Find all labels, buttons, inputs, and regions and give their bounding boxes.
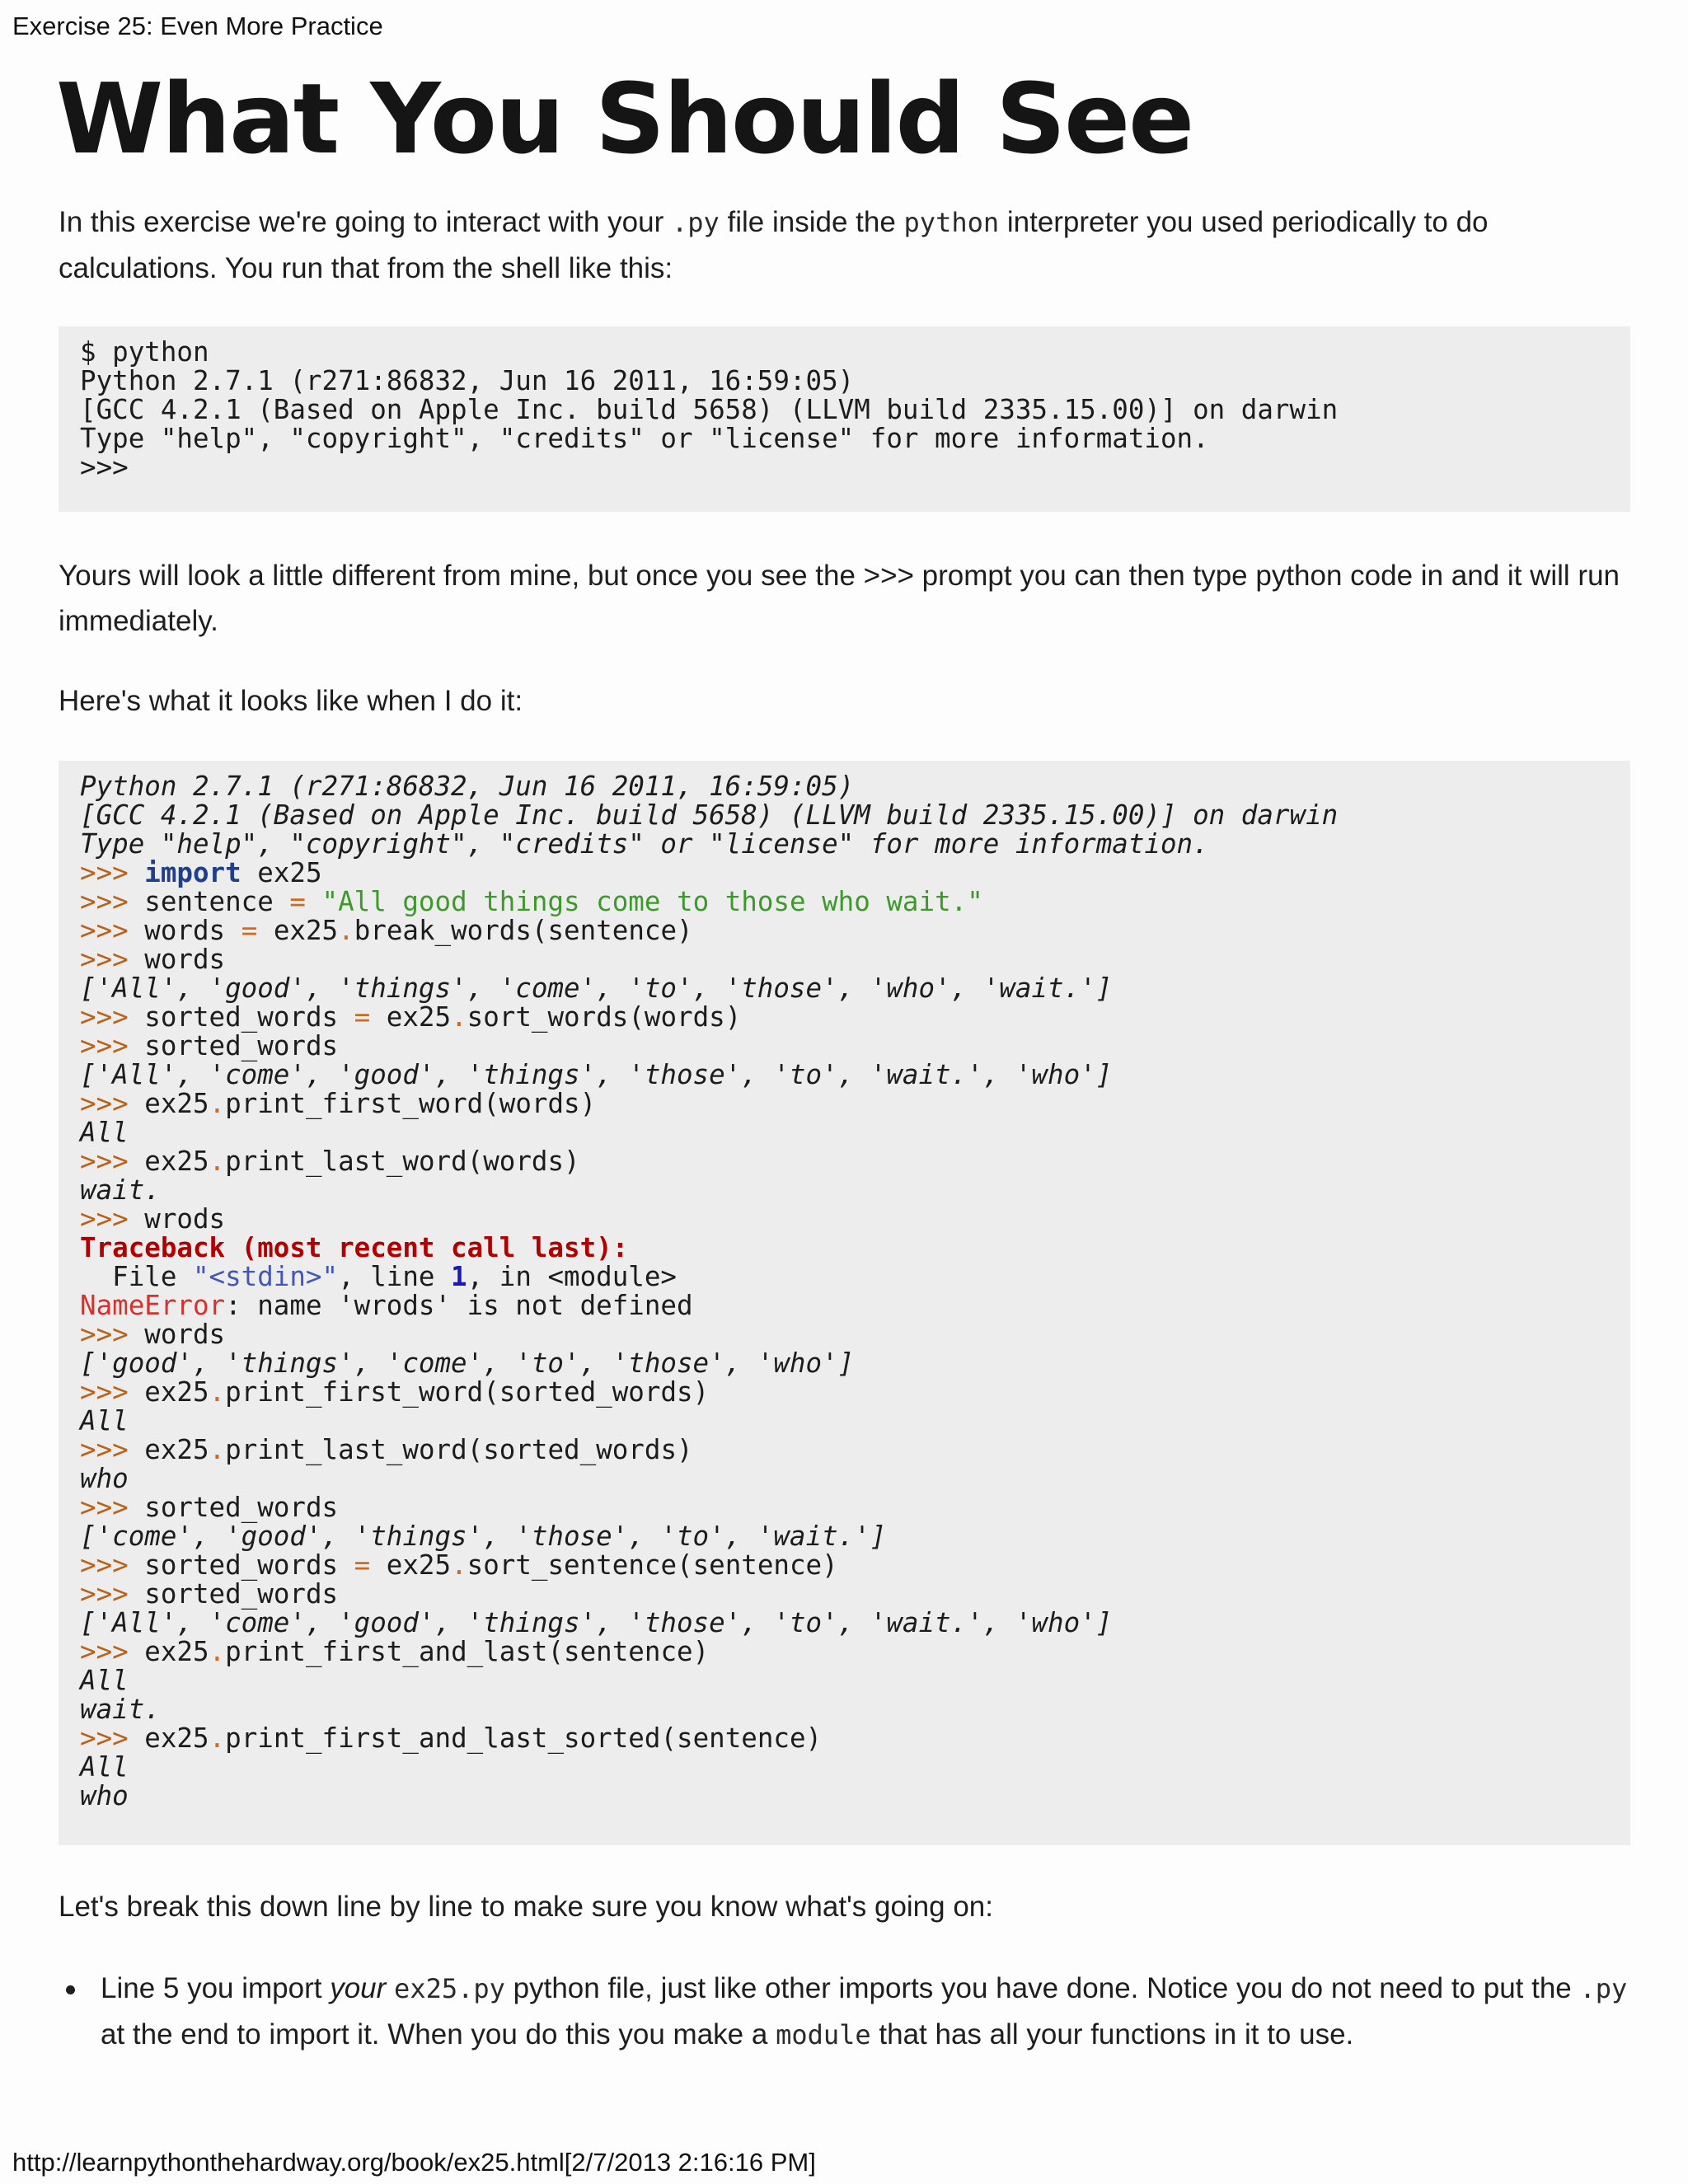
prompt: >>> <box>80 1434 145 1465</box>
prompt: >>> <box>80 1146 145 1177</box>
operator: = <box>354 1001 371 1033</box>
string-literal: "All good things come to those who wait." <box>305 886 983 917</box>
code-text: sorted_words <box>144 1549 354 1581</box>
code-text: sentence <box>144 886 290 917</box>
operator: . <box>209 1722 226 1754</box>
operator: = <box>354 1549 371 1581</box>
prompt: >>> <box>80 1722 145 1754</box>
session-output-line: who <box>80 1463 129 1494</box>
intro-text-3: interpreter you used periodically to do calculations. You run that from the shell like this: <box>59 206 1489 284</box>
prompt: >>> <box>80 915 145 946</box>
session-input-line <box>80 1090 1609 1118</box>
bullet-text: Line 5 you import <box>101 1972 331 2004</box>
code-text: ex25 <box>144 1088 209 1119</box>
prompt: >>> <box>80 886 145 917</box>
prompt-explanation-paragraph: Yours will look a little different from mine, but once you see the >>> prompt you can then type python code in and it will run immediately. <box>59 560 1620 637</box>
error-name: NameError <box>80 1290 226 1321</box>
session-output-line: ['All', 'come', 'good', 'things', 'those', 'to', 'wait.', 'who'] <box>80 1607 1113 1638</box>
session-input-line <box>80 1205 1609 1234</box>
code-text: words <box>144 1319 226 1350</box>
code-text: words <box>144 944 226 975</box>
session-input-line <box>80 1320 1609 1349</box>
string-literal: "<stdin>" <box>192 1261 339 1292</box>
breakdown-list-item <box>101 1966 1634 2058</box>
session-input-line <box>80 888 1609 916</box>
session-input-line <box>80 1003 1609 1032</box>
operator: . <box>209 1434 226 1465</box>
operator: = <box>289 886 306 917</box>
session-input-line <box>80 1638 1609 1666</box>
code-text: sorted_words <box>144 1492 339 1523</box>
code-text: : name 'wrods' is not defined <box>225 1290 693 1321</box>
session-output-line: ['come', 'good', 'things', 'those', 'to', 'wait.'] <box>80 1521 887 1552</box>
page-header-title: Exercise 25: Even More Practice <box>12 12 383 40</box>
session-input-line <box>80 945 1609 974</box>
code-text: print_first_and_last_sorted(sentence) <box>225 1722 823 1754</box>
operator: . <box>451 1549 467 1581</box>
intro-text-2: file inside the <box>719 206 904 238</box>
module-code: module <box>776 2019 871 2050</box>
bullet-text: that has all your functions in it to use. <box>870 2018 1354 2050</box>
session-output-line: ['good', 'things', 'come', 'to', 'those', 'who'] <box>80 1347 855 1379</box>
code-text: sort_words(words) <box>467 1001 742 1033</box>
bullet-text <box>386 1972 394 2004</box>
code-text: ex25 <box>144 1376 209 1408</box>
session-output-line: All <box>80 1665 129 1696</box>
bullet-dot-icon <box>66 1985 75 1994</box>
prompt: >>> <box>80 1088 145 1119</box>
intro-paragraph <box>59 199 1633 291</box>
code-text: ex25 <box>370 1549 452 1581</box>
session-input-line <box>80 1580 1609 1609</box>
module-file-code: ex25.py <box>394 1973 505 2004</box>
session-input-line <box>80 1147 1609 1176</box>
prompt: >>> <box>80 1030 145 1062</box>
code-text: ex25 <box>144 1722 209 1754</box>
session-output-line: ['All', 'come', 'good', 'things', 'those', 'to', 'wait.', 'who'] <box>80 1059 1113 1090</box>
code-text: ex25 <box>241 857 322 888</box>
prompt: >>> <box>80 1001 145 1033</box>
session-input-line <box>80 1493 1609 1522</box>
code-text: break_words(sentence) <box>354 915 693 946</box>
code-text: sorted_words <box>144 1578 339 1610</box>
code-text: print_first_word(sorted_words) <box>225 1376 710 1408</box>
operator: = <box>241 915 258 946</box>
prompt: >>> <box>80 944 145 975</box>
operator: . <box>209 1088 226 1119</box>
code-text: wrods <box>144 1203 226 1235</box>
session-output-line: [GCC 4.2.1 (Based on Apple Inc. build 5658) (LLVM build 2335.15.00)] on darwin <box>80 799 1339 831</box>
prompt: >>> <box>80 1319 145 1350</box>
code-text: print_first_word(words) <box>225 1088 597 1119</box>
session-code-block <box>59 761 1630 1845</box>
operator: . <box>209 1376 226 1408</box>
session-output-line: Type "help", "copyright", "credits" or "license" for more information. <box>80 828 1209 860</box>
code-text: sorted_words <box>144 1001 354 1033</box>
section-heading: What You Should See <box>56 62 1193 176</box>
code-text: ex25 <box>144 1146 209 1177</box>
shell-line: [GCC 4.2.1 (Based on Apple Inc. build 5658) (LLVM build 2335.15.00)] on darwin <box>80 394 1339 425</box>
intro-session-paragraph: Here's what it looks like when I do it: <box>59 685 523 717</box>
py-extension-code: .py <box>671 207 720 238</box>
code-text: sort_sentence(sentence) <box>467 1549 838 1581</box>
prompt: >>> <box>80 1203 145 1235</box>
session-input-line <box>80 1551 1609 1580</box>
code-text: sorted_words <box>144 1030 339 1062</box>
prompt: >>> <box>80 1549 145 1581</box>
shell-line: Type "help", "copyright", "credits" or "license" for more information. <box>80 423 1209 454</box>
bullet-text: python file, just like other imports you have done. Notice you do not need to put the <box>504 1972 1580 2004</box>
error-line <box>80 1291 1609 1320</box>
operator: . <box>209 1636 226 1667</box>
session-input-line <box>80 1436 1609 1465</box>
shell-code-block <box>59 326 1630 512</box>
session-output-line: All <box>80 1751 129 1783</box>
bullet-emphasis: your <box>330 1972 387 2004</box>
code-text: print_last_word(words) <box>225 1146 580 1177</box>
session-output-line: All <box>80 1117 129 1148</box>
number-literal: 1 <box>451 1261 467 1292</box>
python-code: python <box>903 207 1000 238</box>
footer-url: http://learnpythonthehardway.org/book/ex25.html[2/7/2013 2:16:16 PM] <box>12 2148 816 2177</box>
session-output-line: Python 2.7.1 (r271:86832, Jun 16 2011, 16:59:05) <box>80 771 855 802</box>
session-input-line <box>80 916 1609 945</box>
code-text: print_first_and_last(sentence) <box>225 1636 710 1667</box>
session-input-line <box>80 1032 1609 1061</box>
intro-text-1: In this exercise we're going to interact with your <box>59 206 672 238</box>
code-text: ex25 <box>144 1434 209 1465</box>
traceback-file-line <box>80 1263 1609 1291</box>
session-output-line: All <box>80 1405 129 1436</box>
code-text: ex25 <box>370 1001 452 1033</box>
session-input-line <box>80 859 1609 888</box>
prompt: >>> <box>80 1636 145 1667</box>
keyword: import <box>144 857 241 888</box>
session-output-line: wait. <box>80 1694 161 1725</box>
py-extension-code: .py <box>1579 1973 1628 2004</box>
operator: . <box>451 1001 467 1033</box>
traceback-line: Traceback (most recent call last): <box>80 1232 629 1263</box>
session-input-line <box>80 1724 1609 1753</box>
shell-line: Python 2.7.1 (r271:86832, Jun 16 2011, 16:59:05) <box>80 365 855 396</box>
prompt: >>> <box>80 1492 145 1523</box>
code-text: , line <box>338 1261 452 1292</box>
session-output-line: who <box>80 1780 129 1811</box>
shell-line: >>> <box>80 452 129 483</box>
session-output-line: ['All', 'good', 'things', 'come', 'to', 'those', 'who', 'wait.'] <box>80 972 1113 1004</box>
code-text: print_last_word(sorted_words) <box>225 1434 693 1465</box>
code-text: ex25 <box>144 1636 209 1667</box>
session-input-line <box>80 1378 1609 1407</box>
prompt: >>> <box>80 857 145 888</box>
code-text: , in <module> <box>467 1261 677 1292</box>
session-output-line: wait. <box>80 1174 161 1206</box>
prompt: >>> <box>80 1376 145 1408</box>
shell-line: $ python <box>80 336 209 368</box>
code-text: File <box>80 1261 193 1292</box>
prompt: >>> <box>80 1578 145 1610</box>
operator: . <box>338 915 354 946</box>
code-text: words <box>144 915 241 946</box>
bullet-text: at the end to import it. When you do this you make a <box>101 2018 776 2050</box>
operator: . <box>209 1146 226 1177</box>
code-text: ex25 <box>257 915 339 946</box>
breakdown-intro-paragraph: Let's break this down line by line to make sure you know what's going on: <box>59 1891 993 1923</box>
